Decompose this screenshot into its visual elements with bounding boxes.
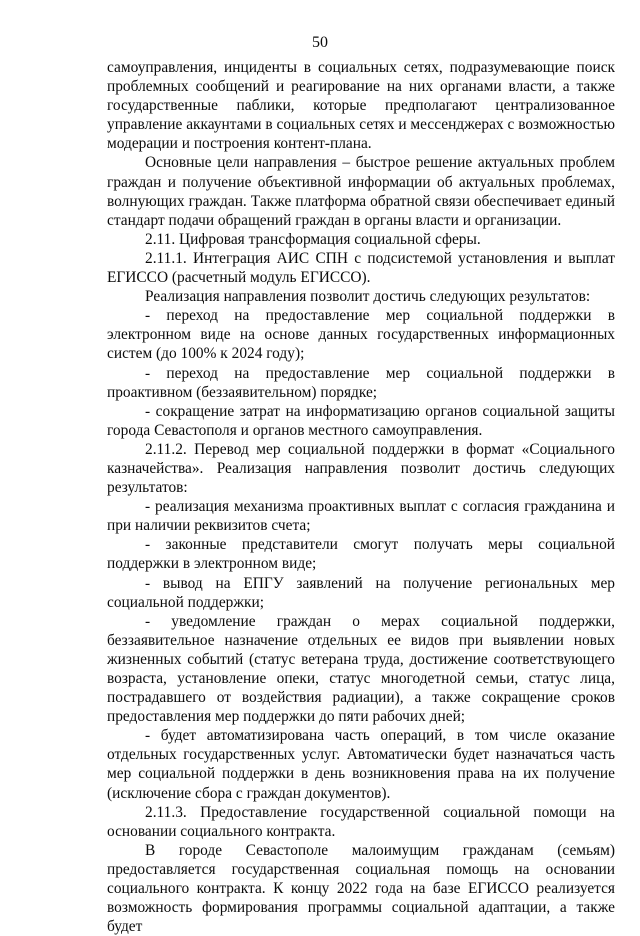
- subsection-heading: 2.11.2. Перевод мер социальной поддержки в формат «Социального казначейства». Реализация направления позволит достичь следующих результатов:: [107, 440, 615, 497]
- paragraph: Основные цели направления – быстрое решение актуальных проблем граждан и получение объективной информации об актуальных проблемах, волнующих граждан. Также платформа обратной связи обеспечивает единый стандарт подачи обращений граждан в органы власти и организации.: [107, 154, 615, 229]
- section-heading: 2.11. Цифровая трансформация социальной сферы.: [145, 230, 481, 248]
- page-number: 50: [312, 34, 328, 51]
- subsection-heading: 2.11.3. Предоставление государственной социальной помощи на основании социального контракта.: [107, 803, 615, 840]
- list-item: - переход на предоставление мер социальной поддержки в электронном виде на основе данных государственных информационных систем (до 100% к 2024 году);: [107, 307, 615, 363]
- body-text: [107, 58, 615, 936]
- list-item: - сокращение затрат на информатизацию органов социальной защиты города Севастополя и органов местного самоуправления.: [107, 402, 615, 439]
- paragraph: В городе Севастополе малоимущим гражданам (семьям) предоставляется государственная социальная помощь на основании социального контракта. К концу 2022 года на базе ЕГИССО реализуется возможность формирования программы социальной адаптации, а также будет: [107, 841, 615, 936]
- paragraph: Реализация направления позволит достичь следующих результатов:: [145, 288, 591, 306]
- list-item: - переход на предоставление мер социальной поддержки в проактивном (беззаявительном) порядке;: [107, 364, 615, 401]
- subsection-heading: 2.11.1. Интеграция АИС СПН с подсистемой установления и выплат ЕГИССО (расчетный модуль ЕГИССО).: [107, 249, 615, 287]
- list-item: - будет автоматизирована часть операций, в том числе оказание отдельных государственных услуг. Автоматически будет назначаться часть мер социальной поддержки в день возникновения права на их получение (исключение сбора с граждан документов).: [107, 727, 615, 802]
- paragraph: самоуправления, инциденты в социальных сетях, подразумевающие поиск проблемных сообщений и реагирование на них органами власти, а также государственные паблики, которые предполагают централизованное управление аккаунтами в социальных сетях и мессенджерах с возможностью модерации и построения контент-плана.: [107, 59, 615, 153]
- list-item: - вывод на ЕПГУ заявлений на получение региональных мер социальной поддержки;: [107, 574, 615, 611]
- list-item: - законные представители смогут получать меры социальной поддержки в электронном виде;: [107, 536, 615, 573]
- list-item: - уведомление граждан о мерах социальной поддержки, беззаявительное назначение отдельных ее видов при выявлении новых жизненных событий (статус ветерана труда, достижение соответствующего возраста, установление опеки, статус многодетной семьи, статус лица, пострадавшего от воздействия радиации), а также сокращение сроков предоставления мер поддержки до пяти рабочих дней;: [107, 612, 615, 726]
- list-item: - реализация механизма проактивных выплат с согласия гражданина и при наличии реквизитов счета;: [107, 498, 615, 535]
